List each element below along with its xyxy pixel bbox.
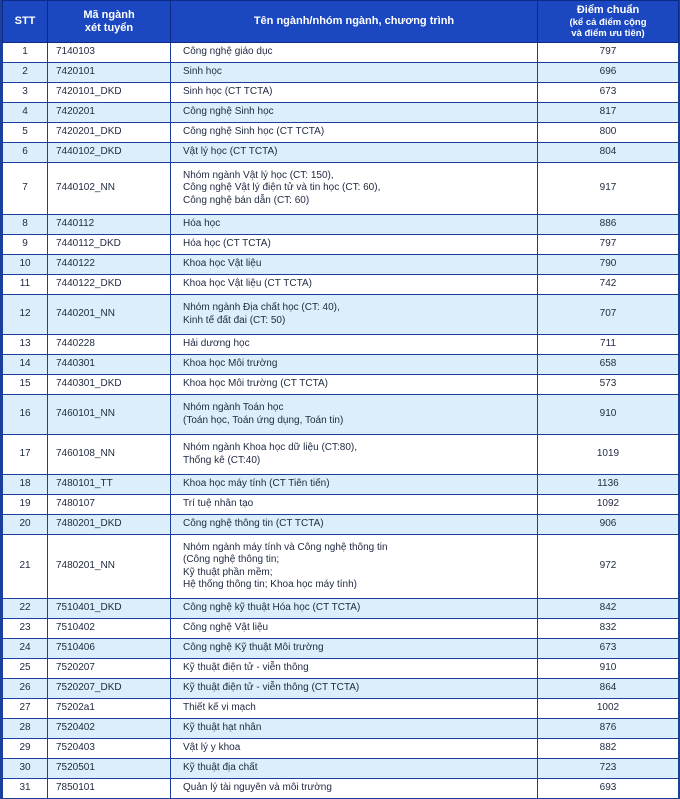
cell-name bbox=[171, 659, 538, 679]
cell-code: 7850101 bbox=[48, 779, 171, 799]
cell-name bbox=[171, 123, 538, 143]
cell-stt: 10 bbox=[3, 255, 48, 275]
cell-name-line: Nhóm ngành Vật lý học (CT: 150), bbox=[183, 169, 334, 181]
cell-name-line: Thiết kế vi mạch bbox=[183, 702, 256, 714]
cell-name-line: Quản lý tài nguyên và môi trường bbox=[183, 782, 332, 794]
header-code-line2: xét tuyển bbox=[84, 21, 134, 34]
cell-name-line: Nhóm ngành Địa chất học (CT: 40), bbox=[183, 302, 340, 313]
cell-name-line: Công nghệ Vật liệu bbox=[183, 622, 269, 634]
cell-score: 797 bbox=[538, 235, 679, 255]
cell-score: 876 bbox=[538, 719, 679, 739]
cell-score: 886 bbox=[538, 215, 679, 235]
cell-name bbox=[171, 103, 538, 123]
cell-name-line: Kinh tế đất đai (CT: 50) bbox=[183, 314, 286, 326]
cell-code: 7460108_NN bbox=[48, 435, 171, 475]
cell-name bbox=[171, 699, 538, 719]
cell-score: 972 bbox=[538, 535, 679, 599]
cell-stt: 28 bbox=[3, 719, 48, 739]
cell-name bbox=[171, 215, 538, 235]
cell-stt: 2 bbox=[3, 63, 48, 83]
cell-name bbox=[171, 679, 538, 699]
cell-name-line: Sinh học bbox=[183, 66, 222, 78]
cell-stt: 26 bbox=[3, 679, 48, 699]
cell-stt: 5 bbox=[3, 123, 48, 143]
cell-stt: 12 bbox=[3, 295, 48, 335]
cell-code: 7440201_NN bbox=[48, 295, 171, 335]
cell-stt: 4 bbox=[3, 103, 48, 123]
cell-name-line: Công nghệ Kỹ thuật Môi trường bbox=[183, 642, 324, 654]
table-row bbox=[3, 163, 679, 215]
table-row bbox=[3, 255, 679, 275]
header-score bbox=[538, 1, 679, 43]
table-row bbox=[3, 295, 679, 335]
cell-code: 7480107 bbox=[48, 495, 171, 515]
cell-code: 7520501 bbox=[48, 759, 171, 779]
cell-name-line: Kỹ thuật hạt nhân bbox=[183, 722, 262, 734]
table-row bbox=[3, 103, 679, 123]
cell-stt: 23 bbox=[3, 619, 48, 639]
table-row bbox=[3, 475, 679, 495]
header-row bbox=[3, 1, 679, 43]
cell-code: 7140103 bbox=[48, 43, 171, 63]
cell-score: 707 bbox=[538, 295, 679, 335]
cell-stt: 8 bbox=[3, 215, 48, 235]
cell-score: 1002 bbox=[538, 699, 679, 719]
table-row bbox=[3, 495, 679, 515]
cell-name-line: Công nghệ Sinh học bbox=[183, 106, 274, 118]
table-row bbox=[3, 619, 679, 639]
cell-stt: 9 bbox=[3, 235, 48, 255]
cell-name-line: Kỹ thuật điện tử - viễn thông (CT TCTA) bbox=[183, 682, 360, 694]
cell-name-line: Thống kê (CT:40) bbox=[183, 454, 261, 466]
header-score-line1: Điểm chuẩn bbox=[576, 4, 640, 16]
admission-score-table bbox=[2, 0, 679, 799]
header-code-line1: Mã ngành bbox=[83, 8, 135, 21]
cell-score: 797 bbox=[538, 43, 679, 63]
table-row bbox=[3, 719, 679, 739]
cell-name bbox=[171, 163, 538, 215]
cell-name bbox=[171, 599, 538, 619]
cell-score: 673 bbox=[538, 639, 679, 659]
table-row bbox=[3, 43, 679, 63]
cell-score: 906 bbox=[538, 515, 679, 535]
cell-name bbox=[171, 143, 538, 163]
cell-name-line: (Toán học, Toán ứng dụng, Toán tin) bbox=[183, 414, 344, 426]
cell-score: 673 bbox=[538, 83, 679, 103]
cell-name-line: Hóa học bbox=[183, 218, 221, 230]
cell-score: 693 bbox=[538, 779, 679, 799]
cell-name bbox=[171, 295, 538, 335]
cell-name bbox=[171, 43, 538, 63]
cell-name bbox=[171, 619, 538, 639]
table-row bbox=[3, 83, 679, 103]
cell-name-line: Hải dương học bbox=[183, 338, 250, 350]
cell-name bbox=[171, 395, 538, 435]
cell-stt: 11 bbox=[3, 275, 48, 295]
cell-score: 832 bbox=[538, 619, 679, 639]
cell-name-line: Khoa học Vật liệu (CT TCTA) bbox=[183, 278, 312, 290]
cell-name bbox=[171, 515, 538, 535]
cell-name-line: Khoa học Môi trường (CT TCTA) bbox=[183, 378, 328, 390]
table-row bbox=[3, 63, 679, 83]
cell-stt: 14 bbox=[3, 355, 48, 375]
cell-stt: 13 bbox=[3, 335, 48, 355]
cell-name bbox=[171, 535, 538, 599]
cell-stt: 6 bbox=[3, 143, 48, 163]
cell-stt: 19 bbox=[3, 495, 48, 515]
header-code bbox=[48, 1, 171, 43]
cell-score: 864 bbox=[538, 679, 679, 699]
cell-score: 804 bbox=[538, 143, 679, 163]
cell-code: 75202a1 bbox=[48, 699, 171, 719]
cell-name-line: Kỹ thuật phần mềm; bbox=[183, 566, 273, 578]
cell-stt: 7 bbox=[3, 163, 48, 215]
header-stt: STT bbox=[3, 1, 48, 43]
cell-stt: 3 bbox=[3, 83, 48, 103]
table-row bbox=[3, 699, 679, 719]
cell-code: 7480201_NN bbox=[48, 535, 171, 599]
cell-name-line: Công nghệ Vật lý điện tử và tin học (CT: 60), bbox=[183, 182, 381, 194]
cell-name-line: Hóa học (CT TCTA) bbox=[183, 238, 271, 250]
table-body bbox=[3, 43, 679, 799]
cell-code: 7460101_NN bbox=[48, 395, 171, 435]
cell-name bbox=[171, 739, 538, 759]
cell-name-line: Công nghệ thông tin (CT TCTA) bbox=[183, 518, 324, 530]
cell-name bbox=[171, 275, 538, 295]
cell-score: 658 bbox=[538, 355, 679, 375]
table-row bbox=[3, 779, 679, 799]
table-row bbox=[3, 435, 679, 475]
cell-name-line: Khoa học máy tính (CT Tiên tiến) bbox=[183, 478, 330, 490]
cell-name-line: Vật lý y khoa bbox=[183, 742, 241, 754]
cell-code: 7510401_DKD bbox=[48, 599, 171, 619]
cell-stt: 15 bbox=[3, 375, 48, 395]
cell-name-line: Kỹ thuật địa chất bbox=[183, 762, 258, 774]
table-row bbox=[3, 275, 679, 295]
cell-code: 7480101_TT bbox=[48, 475, 171, 495]
cell-stt: 25 bbox=[3, 659, 48, 679]
cell-name bbox=[171, 435, 538, 475]
cell-stt: 27 bbox=[3, 699, 48, 719]
cell-name bbox=[171, 63, 538, 83]
table-row bbox=[3, 639, 679, 659]
cell-name bbox=[171, 83, 538, 103]
cell-score: 573 bbox=[538, 375, 679, 395]
table-row bbox=[3, 679, 679, 699]
cell-name-line: Sinh học (CT TCTA) bbox=[183, 86, 273, 98]
cell-name-line: Vật lý học (CT TCTA) bbox=[183, 146, 278, 158]
table-row bbox=[3, 395, 679, 435]
cell-code: 7440102_DKD bbox=[48, 143, 171, 163]
table-row bbox=[3, 143, 679, 163]
cell-stt: 30 bbox=[3, 759, 48, 779]
table-row bbox=[3, 599, 679, 619]
table-row bbox=[3, 335, 679, 355]
cell-score: 882 bbox=[538, 739, 679, 759]
cell-code: 7520207 bbox=[48, 659, 171, 679]
cell-name bbox=[171, 719, 538, 739]
cell-score: 790 bbox=[538, 255, 679, 275]
cell-code: 7510406 bbox=[48, 639, 171, 659]
cell-score: 711 bbox=[538, 335, 679, 355]
cell-stt: 29 bbox=[3, 739, 48, 759]
cell-name bbox=[171, 779, 538, 799]
cell-name-line: Công nghệ Sinh học (CT TCTA) bbox=[183, 126, 325, 138]
table-header bbox=[3, 1, 679, 43]
table-row bbox=[3, 535, 679, 599]
cell-stt: 31 bbox=[3, 779, 48, 799]
cell-code: 7440112 bbox=[48, 215, 171, 235]
cell-score: 723 bbox=[538, 759, 679, 779]
cell-code: 7440228 bbox=[48, 335, 171, 355]
cell-stt: 20 bbox=[3, 515, 48, 535]
cell-score: 696 bbox=[538, 63, 679, 83]
cell-stt: 16 bbox=[3, 395, 48, 435]
cell-name bbox=[171, 639, 538, 659]
table-row bbox=[3, 355, 679, 375]
table-row bbox=[3, 123, 679, 143]
cell-stt: 1 bbox=[3, 43, 48, 63]
cell-code: 7420101_DKD bbox=[48, 83, 171, 103]
cell-name-line: Công nghệ kỹ thuật Hóa học (CT TCTA) bbox=[183, 602, 361, 614]
table-row bbox=[3, 375, 679, 395]
cell-name-line: Nhóm ngành Khoa học dữ liệu (CT:80), bbox=[183, 442, 358, 453]
cell-stt: 21 bbox=[3, 535, 48, 599]
header-score-line3: và điểm ưu tiên) bbox=[571, 28, 645, 39]
cell-name-line: Trí tuệ nhân tạo bbox=[183, 498, 254, 510]
cell-stt: 18 bbox=[3, 475, 48, 495]
cell-name bbox=[171, 375, 538, 395]
cell-name-line: Kỹ thuật điện tử - viễn thông bbox=[183, 662, 309, 674]
cell-score: 910 bbox=[538, 659, 679, 679]
cell-code: 7420101 bbox=[48, 63, 171, 83]
table-row bbox=[3, 515, 679, 535]
cell-score: 842 bbox=[538, 599, 679, 619]
table-row bbox=[3, 215, 679, 235]
cell-stt: 24 bbox=[3, 639, 48, 659]
cell-code: 7420201_DKD bbox=[48, 123, 171, 143]
cell-score: 910 bbox=[538, 395, 679, 435]
cell-name bbox=[171, 495, 538, 515]
cell-code: 7440122_DKD bbox=[48, 275, 171, 295]
cell-name-line: (Công nghệ thông tin; bbox=[183, 554, 280, 565]
cell-code: 7440112_DKD bbox=[48, 235, 171, 255]
cell-code: 7480201_DKD bbox=[48, 515, 171, 535]
cell-code: 7440102_NN bbox=[48, 163, 171, 215]
cell-stt: 22 bbox=[3, 599, 48, 619]
cell-name bbox=[171, 335, 538, 355]
cell-code: 7440122 bbox=[48, 255, 171, 275]
cell-name-line: Công nghệ bán dẫn (CT: 60) bbox=[183, 194, 310, 206]
cell-name-line: Hệ thống thông tin; Khoa học máy tính) bbox=[183, 579, 357, 590]
table-row bbox=[3, 235, 679, 255]
cell-code: 7520403 bbox=[48, 739, 171, 759]
header-name: Tên ngành/nhóm ngành, chương trình bbox=[171, 1, 538, 43]
cell-score: 742 bbox=[538, 275, 679, 295]
cell-stt: 17 bbox=[3, 435, 48, 475]
cell-score: 1019 bbox=[538, 435, 679, 475]
cell-score: 1092 bbox=[538, 495, 679, 515]
cell-code: 7440301 bbox=[48, 355, 171, 375]
cell-code: 7510402 bbox=[48, 619, 171, 639]
cell-score: 1136 bbox=[538, 475, 679, 495]
table-row bbox=[3, 739, 679, 759]
table-row bbox=[3, 759, 679, 779]
cell-score: 817 bbox=[538, 103, 679, 123]
cell-name-line: Nhóm ngành máy tính và Công nghệ thông tin bbox=[183, 541, 388, 553]
cell-name-line: Khoa học Vật liệu bbox=[183, 258, 262, 270]
cell-code: 7440301_DKD bbox=[48, 375, 171, 395]
cell-code: 7420201 bbox=[48, 103, 171, 123]
cell-name bbox=[171, 255, 538, 275]
cell-name bbox=[171, 759, 538, 779]
cell-name-line: Công nghệ giáo dục bbox=[183, 46, 273, 58]
cell-code: 7520402 bbox=[48, 719, 171, 739]
header-score-line2: (kể cả điểm cộng bbox=[569, 17, 647, 28]
cell-name-line: Nhóm ngành Toán học bbox=[183, 402, 284, 413]
cell-name bbox=[171, 355, 538, 375]
cell-name bbox=[171, 475, 538, 495]
cell-code: 7520207_DKD bbox=[48, 679, 171, 699]
cell-score: 800 bbox=[538, 123, 679, 143]
cell-score: 917 bbox=[538, 163, 679, 215]
cell-name bbox=[171, 235, 538, 255]
cell-name-line: Khoa học Môi trường bbox=[183, 358, 278, 370]
table-row bbox=[3, 659, 679, 679]
